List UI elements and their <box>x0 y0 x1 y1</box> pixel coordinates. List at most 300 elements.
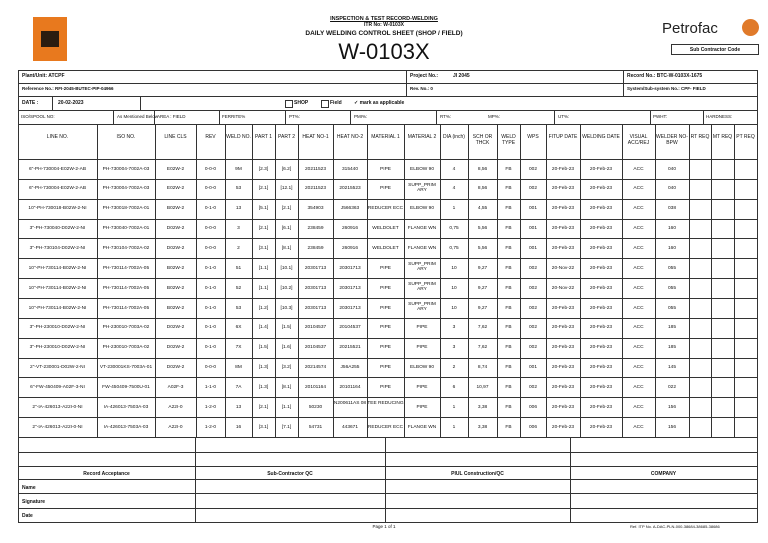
table-cell: FB <box>505 424 512 430</box>
table-cell: PH-730040-7002A-01 <box>102 226 150 232</box>
table-cell: 1 <box>452 206 456 212</box>
table-cell: ACC <box>633 325 644 331</box>
table-cell: FB <box>505 384 512 390</box>
table-cell: FW-450409-7500U-01 <box>102 384 150 390</box>
table-cell: ACC <box>633 404 644 410</box>
table-cell: REDUCER ECC <box>367 206 404 212</box>
column-header: FITUP DATE <box>548 134 578 140</box>
table-cell: D02W-2 <box>166 245 185 251</box>
table-cell: PIPE <box>416 404 428 410</box>
table-cell: 20101164 <box>339 384 361 390</box>
table-cell: 10 <box>451 305 457 311</box>
table-cell: 315440 <box>341 166 358 172</box>
table-cell: 156 <box>667 424 676 430</box>
table-cell: FB <box>505 325 512 331</box>
table-cell: 0-0-0 <box>204 186 217 192</box>
table-cell: 156 <box>667 404 676 410</box>
table-cell: 0,75 <box>449 226 459 232</box>
table-cell: 6"-PH-730004-E02W-2-AB <box>28 186 87 192</box>
table-cell: PH-730004-7002A-03 <box>102 186 150 192</box>
table-cell: A02F-3 <box>167 384 184 390</box>
table-cell: 2"-IA-426013-A22I-0-NI <box>32 424 83 430</box>
table-cell: FLANGE WN <box>407 424 437 430</box>
table-cell: 20-Feb-23 <box>551 404 575 410</box>
date-row-label: Date <box>22 513 33 519</box>
table-cell: SUPP_PRIM ARY <box>408 302 436 313</box>
page-number: Page 1 of 1 <box>372 524 396 529</box>
table-cell: 20-Feb-23 <box>551 226 575 232</box>
table-cell: [1.1] <box>281 404 292 410</box>
table-cell: 20301713 <box>304 265 327 271</box>
table-cell: 001 <box>528 206 537 212</box>
table-cell: 040 <box>667 186 676 192</box>
table-cell: 9M <box>235 166 242 172</box>
table-cell: 10,97 <box>476 384 489 390</box>
field-label: Field <box>330 100 342 106</box>
table-cell: [1.5] <box>281 325 292 331</box>
column-header: PT REQ <box>736 134 755 140</box>
table-cell: 13 <box>235 206 242 212</box>
table-cell: 2"-VT-230001-D02W-2-NI <box>30 365 85 371</box>
table-cell: WELDOLET <box>372 226 399 232</box>
table-cell: 7X <box>235 345 242 351</box>
table-cell: 5,56 <box>477 226 488 232</box>
column-header: RT REQ <box>690 134 710 140</box>
table-cell: 055 <box>667 305 676 311</box>
table-cell: 20-Feb-23 <box>589 424 613 430</box>
table-cell: 16 <box>235 424 242 430</box>
table-cell: 4,55 <box>477 206 488 212</box>
table-cell: 20214574 <box>304 365 327 371</box>
table-cell: [5.1] <box>258 206 269 212</box>
table-cell: 20104537 <box>304 325 327 331</box>
table-cell: [6.2] <box>281 166 292 172</box>
column-header: MT REQ <box>712 134 733 140</box>
table-cell: 20-Feb-23 <box>589 345 613 351</box>
table-cell: PH-230010-7003A-02 <box>102 325 150 331</box>
table-cell: 002 <box>528 285 537 291</box>
column-header: LINE NO. <box>46 134 69 140</box>
table-cell: D02W-2 <box>166 226 185 232</box>
plant-unit: Plant/Unit: ATCPF <box>22 73 65 79</box>
table-cell: 3"-PH-230010-D02W-2-NI <box>29 345 86 351</box>
table-cell: 20-Feb-23 <box>589 305 613 311</box>
system-no: System/Sub-system No.: CPF- FIELD <box>627 86 706 91</box>
table-cell: 8,56 <box>477 166 488 172</box>
table-cell: FB <box>505 265 512 271</box>
table-cell: PIPE <box>380 365 391 371</box>
table-cell: 002 <box>528 166 537 172</box>
signature-row-label: Signature <box>22 499 46 505</box>
table-cell: 0-1-0 <box>204 305 217 311</box>
table-cell: VT-230001KS-7003A-01 <box>99 365 153 371</box>
table-cell: 54731 <box>308 424 323 430</box>
ferrite-label: FERRITE% <box>222 114 246 119</box>
table-cell: 3"-PH-230010-D02W-2-NI <box>29 325 86 331</box>
table-cell: 20215523 <box>339 186 361 192</box>
table-cell: 0-1-0 <box>204 285 217 291</box>
table-cell: 002 <box>528 265 537 271</box>
column-header: WELD NO. <box>226 134 251 140</box>
table-cell: ACC <box>633 186 644 192</box>
table-cell: 238459 <box>307 226 324 232</box>
table-cell: 9,27 <box>477 285 488 291</box>
column-header: VISUAL ACC/REJ <box>627 134 650 146</box>
table-cell: ELBOW 90 <box>410 166 434 172</box>
table-cell: [2.3] <box>258 166 269 172</box>
table-cell: 7,62 <box>477 325 488 331</box>
table-cell: [7.1] <box>281 424 292 430</box>
table-cell: [8.1] <box>281 384 292 390</box>
table-cell: 5,56 <box>477 245 488 251</box>
table-cell: 3 <box>237 226 240 232</box>
table-cell: 002 <box>528 325 537 331</box>
table-cell: FB <box>505 345 512 351</box>
table-cell: 0-0-0 <box>204 226 217 232</box>
table-cell: 038 <box>667 206 676 212</box>
table-cell: PIPE <box>416 384 428 390</box>
table-cell: ACC <box>633 384 644 390</box>
table-cell: PIPE <box>380 166 391 172</box>
table-cell: 160 <box>667 226 676 232</box>
column-header: DIA (inch) <box>443 134 465 140</box>
table-cell: 8M <box>235 365 242 371</box>
pmi-label: PMI%: <box>354 114 368 119</box>
table-cell: 2 <box>452 365 456 371</box>
column-header: ISO NO. <box>116 134 136 140</box>
table-cell: 20-Feb-23 <box>589 166 613 172</box>
table-cell: 50230 <box>308 404 323 410</box>
table-cell: 354903 <box>307 206 324 212</box>
shop-checkbox[interactable] <box>285 100 293 108</box>
table-cell: 53 <box>235 186 242 192</box>
table-cell: 10 <box>451 265 457 271</box>
table-cell: 4 <box>452 186 456 192</box>
table-cell: [3.1] <box>258 245 269 251</box>
table-cell: ACC <box>633 285 644 291</box>
table-cell: 6X <box>235 325 242 331</box>
record-acceptance-label: Record Acceptance <box>83 471 130 477</box>
table-cell: PIPE <box>380 305 391 311</box>
name-row-label: Name <box>22 485 36 491</box>
piul-qc-label: PIUL Construction/QC <box>451 471 504 477</box>
table-cell: B02W-2 <box>166 305 185 311</box>
field-checkbox[interactable] <box>321 100 329 108</box>
table-cell: N200611AS 08 <box>333 401 367 407</box>
reference-no: Reference No.: RFI-2045-BUTEC-PIP-04966 <box>22 86 114 91</box>
column-header: LINE CLS <box>164 134 187 140</box>
itr-number: ITR No: W-0103X <box>364 22 404 28</box>
table-cell: 20301713 <box>339 285 361 291</box>
table-cell: 022 <box>667 384 676 390</box>
date-label: DATE : <box>22 100 39 106</box>
table-cell: B02W-2 <box>166 265 185 271</box>
table-cell: 3"-PH-730104-D02W-2-NI <box>29 245 86 251</box>
table-cell: 3"-PH-730040-D02W-2-NI <box>29 226 86 232</box>
table-cell: 002 <box>528 305 537 311</box>
table-cell: [8.1] <box>281 245 292 251</box>
table-cell: 001 <box>528 365 537 371</box>
subcontractor-qc-label: Sub-Contractor QC <box>267 471 313 477</box>
table-cell: 1-2-0 <box>204 424 217 430</box>
table-cell: 3,38 <box>477 404 488 410</box>
record-no: Record No.: BTC-W-0103X-1675 <box>627 73 703 79</box>
table-cell: PIPE <box>380 345 391 351</box>
table-cell: [3.1] <box>258 424 269 430</box>
table-cell: FB <box>505 166 512 172</box>
column-header: MATERIAL 2 <box>407 134 437 140</box>
table-cell: 52 <box>235 285 242 291</box>
table-cell: 20-Feb-23 <box>589 186 613 192</box>
column-header: WELDING DATE <box>582 134 620 140</box>
table-cell: 0-0-0 <box>204 365 217 371</box>
table-cell: 2 <box>237 245 240 251</box>
table-cell: 0-1-0 <box>204 206 217 212</box>
table-cell: 145 <box>667 365 676 371</box>
table-cell: 10"-PH-730114-B02W-2-NI <box>28 305 87 311</box>
table-cell: B02W-2 <box>166 206 185 212</box>
table-cell: 006 <box>528 424 537 430</box>
table-cell: 0-0-0 <box>204 166 217 172</box>
table-cell: 001 <box>528 245 537 251</box>
table-cell: PIPE <box>416 325 428 331</box>
table-cell: 20-Feb-23 <box>589 325 613 331</box>
form-title: INSPECTION & TEST RECORD-WELDING <box>330 16 438 22</box>
table-cell: 20-Feb-23 <box>589 245 613 251</box>
table-cell: IA-426013-7503A-03 <box>103 424 149 430</box>
table-cell: 055 <box>667 265 676 271</box>
table-cell: 20211523 <box>305 186 326 192</box>
brand-name: Petrofac <box>662 20 718 37</box>
hardness-label: HARDNESS: <box>706 114 733 119</box>
table-cell: 20-Feb-23 <box>551 166 575 172</box>
table-cell: PH-730114-7002A-05 <box>102 305 150 311</box>
column-header: HEAT NO-1 <box>302 134 329 140</box>
table-cell: 20-Feb-23 <box>551 365 575 371</box>
table-cell: [1.3] <box>258 384 269 390</box>
table-cell: [10.1] <box>280 265 293 271</box>
table-cell: ACC <box>633 206 644 212</box>
table-cell: 20-Feb-23 <box>551 186 575 192</box>
table-cell: 3 <box>452 325 456 331</box>
table-cell: ACC <box>633 245 644 251</box>
table-cell: [1.4] <box>258 325 269 331</box>
column-header: REV <box>205 134 216 140</box>
table-cell: D02W-2 <box>166 325 185 331</box>
table-cell: B02W-2 <box>166 285 185 291</box>
table-cell: FB <box>505 245 512 251</box>
table-cell: [1.2] <box>258 305 269 311</box>
area-label: AREA : FIELD <box>157 114 186 119</box>
table-cell: 2"-IA-426013-A22I-0-NI <box>32 404 83 410</box>
table-cell: E02W-2 <box>166 186 185 192</box>
table-cell: [10.2] <box>280 285 293 291</box>
table-cell: [1.6] <box>281 345 292 351</box>
table-cell: 0-1-0 <box>204 325 217 331</box>
column-header: WPS <box>527 134 539 140</box>
ut-label: UT%: <box>558 114 570 119</box>
table-cell: E02W-2 <box>166 166 185 172</box>
table-cell: 20-Feb-23 <box>551 424 575 430</box>
rev-no: Rev. No.: 0 <box>410 86 433 91</box>
table-cell: 040 <box>667 166 676 172</box>
table-cell: 13 <box>235 404 242 410</box>
table-cell: PIPE <box>380 325 391 331</box>
document-number: W-0103X <box>338 39 430 64</box>
column-header: HEAT NO-2 <box>336 134 364 140</box>
subcontractor-code-box <box>671 44 759 55</box>
column-header: PART 2 <box>278 134 295 140</box>
table-cell: [6.1] <box>281 226 292 232</box>
table-cell: D02W-2 <box>166 345 185 351</box>
table-cell: [2.1] <box>281 206 292 212</box>
iso-spool-value: As Mentioned Below <box>117 114 159 119</box>
table-cell: 20-Feb-23 <box>551 206 575 212</box>
table-cell: 20-Feb-23 <box>589 285 613 291</box>
table-cell: 7,62 <box>477 345 488 351</box>
table-cell: FLANGE WN <box>407 245 437 251</box>
table-cell: 8,74 <box>477 365 488 371</box>
table-cell: [3.2] <box>281 365 292 371</box>
table-cell: 20301713 <box>304 285 327 291</box>
petrofac-logo-icon <box>742 19 759 36</box>
table-cell: 002 <box>528 345 537 351</box>
table-cell: 1 <box>452 424 456 430</box>
table-cell: 20-Feb-23 <box>589 384 613 390</box>
table-cell: 20101164 <box>305 384 326 390</box>
date-value: 20-02-2023 <box>58 100 84 106</box>
table-cell: 443671 <box>341 424 358 430</box>
rt-label: RT%: <box>440 114 452 119</box>
table-cell: 0-1-0 <box>204 345 217 351</box>
table-cell: PIPE <box>380 186 391 192</box>
table-cell: PH-730114-7002A-05 <box>102 285 150 291</box>
table-cell: PIPE <box>380 285 391 291</box>
table-cell: 20-Feb-23 <box>589 404 613 410</box>
shop-label: SHOP <box>294 100 309 106</box>
table-cell: 260916 <box>341 245 358 251</box>
table-cell: [2.1] <box>258 186 269 192</box>
table-cell: ELBOW 90 <box>410 365 434 371</box>
table-cell: 260916 <box>341 226 358 232</box>
table-cell: FB <box>505 365 512 371</box>
table-cell: 20-Feb-23 <box>551 325 575 331</box>
table-cell: [1.3] <box>258 365 269 371</box>
project-no: JI 2045 <box>453 73 470 79</box>
table-cell: [1.5] <box>258 345 269 351</box>
column-header: MATERIAL 1 <box>371 134 400 140</box>
table-cell: 1-2-0 <box>204 404 217 410</box>
table-cell: FB <box>505 206 512 212</box>
table-cell: 20-Nov-22 <box>551 285 575 291</box>
table-cell: ACC <box>633 305 644 311</box>
table-cell: PIPE <box>380 384 391 390</box>
table-cell: PH-730114-7002A-05 <box>102 265 150 271</box>
table-cell: PH-730104-7002A-02 <box>102 245 150 251</box>
table-cell: ACC <box>633 365 644 371</box>
table-cell: 0-1-0 <box>204 265 217 271</box>
mark-applicable-note: ✓ mark as applicable <box>354 100 405 106</box>
sheet-title: DAILY WELDING CONTROL SHEET (SHOP / FIELD) <box>305 30 463 37</box>
table-cell: 1-1-0 <box>204 384 217 390</box>
table-cell: 10 <box>451 285 457 291</box>
table-cell: 20-Feb-23 <box>589 265 613 271</box>
table-cell: 20301713 <box>304 305 327 311</box>
table-cell: 20104537 <box>304 345 327 351</box>
table-cell: 0-0-0 <box>204 245 217 251</box>
table-cell: 20-Feb-23 <box>551 305 575 311</box>
table-cell: SUPP_PRIM ARY <box>408 282 436 293</box>
table-cell: 53 <box>235 305 242 311</box>
table-cell: IA-426013-7503A-03 <box>103 404 149 410</box>
column-header: PART 1 <box>255 134 272 140</box>
table-cell: 20-Feb-23 <box>589 226 613 232</box>
table-cell: [10.3] <box>280 305 293 311</box>
table-cell: A22I-0 <box>168 404 183 410</box>
table-cell: 20-Feb-23 <box>551 384 575 390</box>
iso-spool-label: ISO/SPOOL NO: <box>21 114 55 119</box>
table-cell: ACC <box>633 166 644 172</box>
column-header: WELDER NO-BPW <box>656 134 688 146</box>
table-cell: ELBOW 90 <box>410 206 434 212</box>
table-cell: WELDOLET <box>372 245 399 251</box>
table-cell: TEE REDUCING <box>367 401 404 407</box>
table-cell: 9,27 <box>477 305 488 311</box>
table-cell: FB <box>505 305 512 311</box>
table-cell: [2.1] <box>258 404 269 410</box>
table-cell: SUPP_PRIM ARY <box>408 262 436 273</box>
table-cell: ACC <box>633 226 644 232</box>
table-cell: 20-Nov-22 <box>551 265 575 271</box>
table-cell: 20-Feb-23 <box>589 206 613 212</box>
table-cell: 002 <box>528 384 537 390</box>
table-cell: 001 <box>528 226 537 232</box>
table-cell: FB <box>505 226 512 232</box>
table-cell: [1.1] <box>258 285 269 291</box>
table-cell: A22I-0 <box>168 424 183 430</box>
table-cell: [1.1] <box>258 265 269 271</box>
table-cell: 20-Feb-23 <box>551 245 575 251</box>
table-cell: D02W-2 <box>166 365 185 371</box>
table-cell: PH-730004-7002A-03 <box>102 166 150 172</box>
table-cell: FLANGE WN <box>407 226 437 232</box>
mp-label: MP%: <box>488 114 501 119</box>
table-cell: 3,38 <box>477 424 488 430</box>
table-cell: 10"-PH-730114-B02W-2-NI <box>28 265 87 271</box>
table-cell: 20301713 <box>339 265 361 271</box>
table-cell: 1 <box>452 404 456 410</box>
table-cell: 20-Feb-23 <box>589 365 613 371</box>
table-cell: PIPE <box>416 345 428 351</box>
project-no-label: Project No.: <box>410 73 439 79</box>
table-cell: 20211523 <box>305 166 326 172</box>
company-label: COMPANY <box>650 471 677 477</box>
table-cell: ACC <box>633 424 644 430</box>
table-cell: 6"-PH-730004-E02W-2-AB <box>28 166 87 172</box>
table-cell: 002 <box>528 186 537 192</box>
table-cell: 9,27 <box>477 265 488 271</box>
table-cell: 20301713 <box>339 305 361 311</box>
table-cell: 160 <box>667 245 676 251</box>
table-cell: SUPP_PRIM ARY <box>408 182 436 193</box>
table-cell: J56A255 <box>340 365 360 371</box>
table-cell: 3 <box>452 345 456 351</box>
table-cell: 055 <box>667 285 676 291</box>
table-cell: 006 <box>528 404 537 410</box>
table-cell: [2.1] <box>258 226 269 232</box>
table-cell: 8,56 <box>477 186 488 192</box>
pwht-label: PWHT: <box>653 114 667 119</box>
